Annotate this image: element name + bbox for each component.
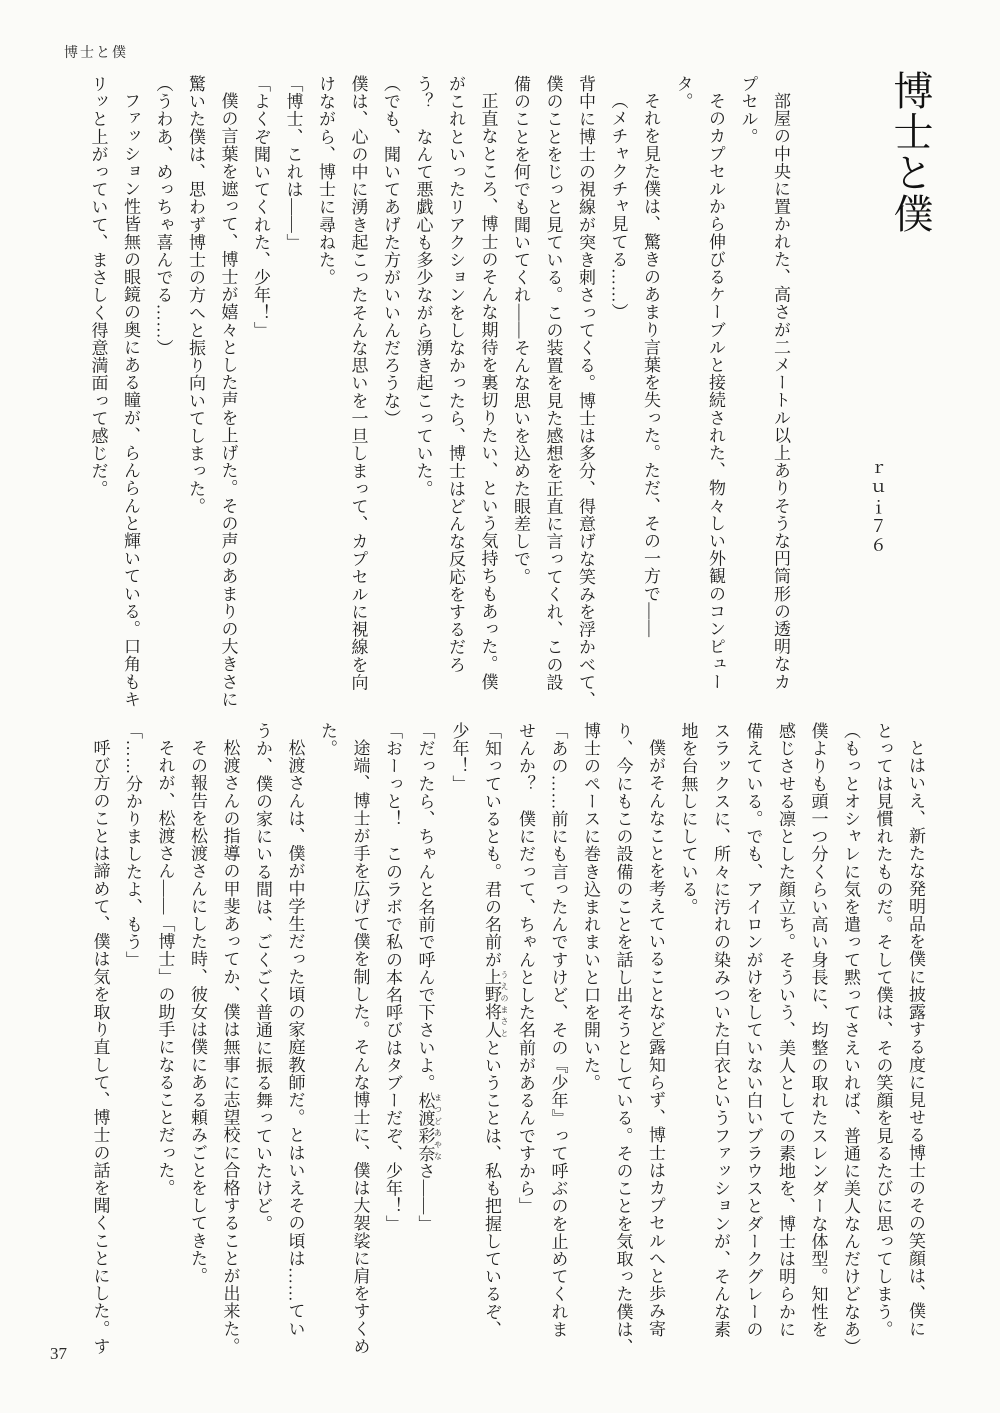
text-line: 備えている。でも、アイロンがけをしていない白いブラウスとダークグレーの [743,722,763,1338]
text-line: 途端、博士が手を広げて僕を制した。そんな博士に、僕は大袈裟に肩をすくめ [350,739,370,1355]
text-line: けながら、博士に尋ねた。 [316,75,335,287]
text-line: 「……分かりましたよ、もう」 [123,722,142,969]
text-line: それを見た僕は、驚きのあまり言葉を失った。ただ、その一方で―― [641,92,660,638]
text-line: 正直なところ、博士のそんな期待を裏切りたい、という気持ちもあった。僕 [478,92,498,691]
page-number: 37 [50,1344,67,1363]
text-line: 驚いた僕は、思わず博士の方へと振り向いてしまった。 [186,75,205,515]
text-line: 僕よりも頭一つ分くらい高い身長に、均整の取れたスレンダーな体型。知性を [808,722,828,1338]
top-text-block [80,75,796,715]
text-line: 備のことを何でも聞いてくれ――そんな思いを込めた眼差しで。 [511,75,530,586]
text-line: 「あの……前にも言ったんですけど、その『少年』って呼ぶのを止めてくれま [548,722,568,1338]
text-line: せんか？ 僕にだって、ちゃんとした名前があるんですから」 [516,722,535,1215]
text-line: 松渡さんの指導の甲斐あってか、僕は無事に志望校に合格することが出来た。 [220,739,240,1355]
text-line: 地を台無しにしている。 [678,722,698,916]
text-line: がこれといったリアクションをしなかったら、博士はどんな反応をするだろ [446,75,465,674]
text-line: 部屋の中央に置かれた、高さが二メートル以上ありそうな円筒形の透明なカ [771,92,790,691]
text-line: タ。 [673,75,693,111]
page-title: 博士と僕 [888,70,933,234]
text-line: り、今にもこの設備のことを話し出そうとしている。そのことを気取った僕は、 [613,722,633,1356]
text-line: （うわあ、めっちゃ喜んでる……） [153,75,173,357]
text-line: そのカプセルから伸びるケーブルと接続された、物々しい外観のコンピュー [706,92,725,691]
text-line: 少年！」 [449,722,469,793]
text-line: うか、僕の家にいる間は、ごくごく普通に振る舞っていたけど。 [253,722,272,1233]
text-line: とはいえ、新たな発明品を僕に披露する度に見せる博士のその笑顔は、僕に [906,739,925,1338]
text-line: リッと上がっていて、まさしく得意満面って感じだ。 [88,75,108,498]
text-line: 「よくぞ聞いてくれた、少年！」 [251,75,270,339]
text-line: 「おーっと！ このラボで私の本名呼びはタブーだぞ、少年！」 [383,722,402,1233]
author-name: ｒｕｉ７６ [867,460,886,555]
text-line: （メチャクチャ見てる……） [608,92,628,321]
text-line: 「だったら、ちゃんと名前で呼んで下さいよ。松渡彩奈 まつどあやなさ――」 [415,722,443,1233]
text-line: た。 [318,722,337,758]
text-line: ファッション性皆無の眼鏡の奥にある瞳が、らんらんと輝いている。口角もキ [121,92,140,708]
text-line: 僕は、心の中に湧き起こったそんな思いを一旦しまって、カプセルに視線を向 [348,75,368,691]
bottom-text-block [85,722,931,1362]
text-line: 呼び方のことは諦めて、僕は気を取り直して、博士の話を聞くことにした。す [90,739,110,1355]
text-line: 僕の言葉を遮って、博士が嬉々とした声を上げた。その声のあまりの大きさに [218,92,238,708]
text-line: その報告を松渡さんにした時、彼女は僕にある頼みごとをしてきた。 [188,739,207,1285]
text-line: プセル。 [738,75,758,146]
text-line: それが、松渡さん――「博士」の助手になることだった。 [155,739,175,1197]
text-line: 僕がそんなことを考えていることなど露知らず、博士はカプセルへと歩み寄 [646,739,665,1338]
running-header: 博士と僕 [64,46,128,61]
text-line: 博士のペースに巻き込まれまいと口を開いた。 [581,722,600,1092]
text-line: スラックスに、所々に汚れの染みついた白衣というファッションが、そんな素 [711,722,730,1338]
text-line: 背中に博士の視線が突き刺さってくる。博士は多分、得意げな笑みを浮かべて、 [576,75,595,709]
text-line: 僕のことをじっと見ている。この装置を見た感想を正直に言ってくれ、この設 [543,75,563,691]
text-line: 松渡さんは、僕が中学生だった頃の家庭教師だ。とはいえその頃は……てい [285,739,305,1338]
text-line: 感じさせる凛とした顔立ち。そういう、美人としての素地を、博士は明らかに [776,722,795,1338]
text-line: う？ なんて悪戯心も多少ながら湧き起こっていた。 [413,75,433,498]
text-line: 「博士、これは――」 [283,75,303,251]
text-line: （でも、聞いてあげた方がいいんだろうな） [381,75,400,427]
text-line: 「知っているとも。君の名前が上野将人 うえのまさとということは、私も把握しているぞ、 [482,722,509,1339]
text-line: （もっとオシャレに気を遣って黙ってさえいれば、普通に美人なんだけどなあ） [841,722,860,1356]
text-line: とっては見慣れたものだ。そして僕は、その笑顔を見るたびに思ってしまう。 [873,722,893,1338]
